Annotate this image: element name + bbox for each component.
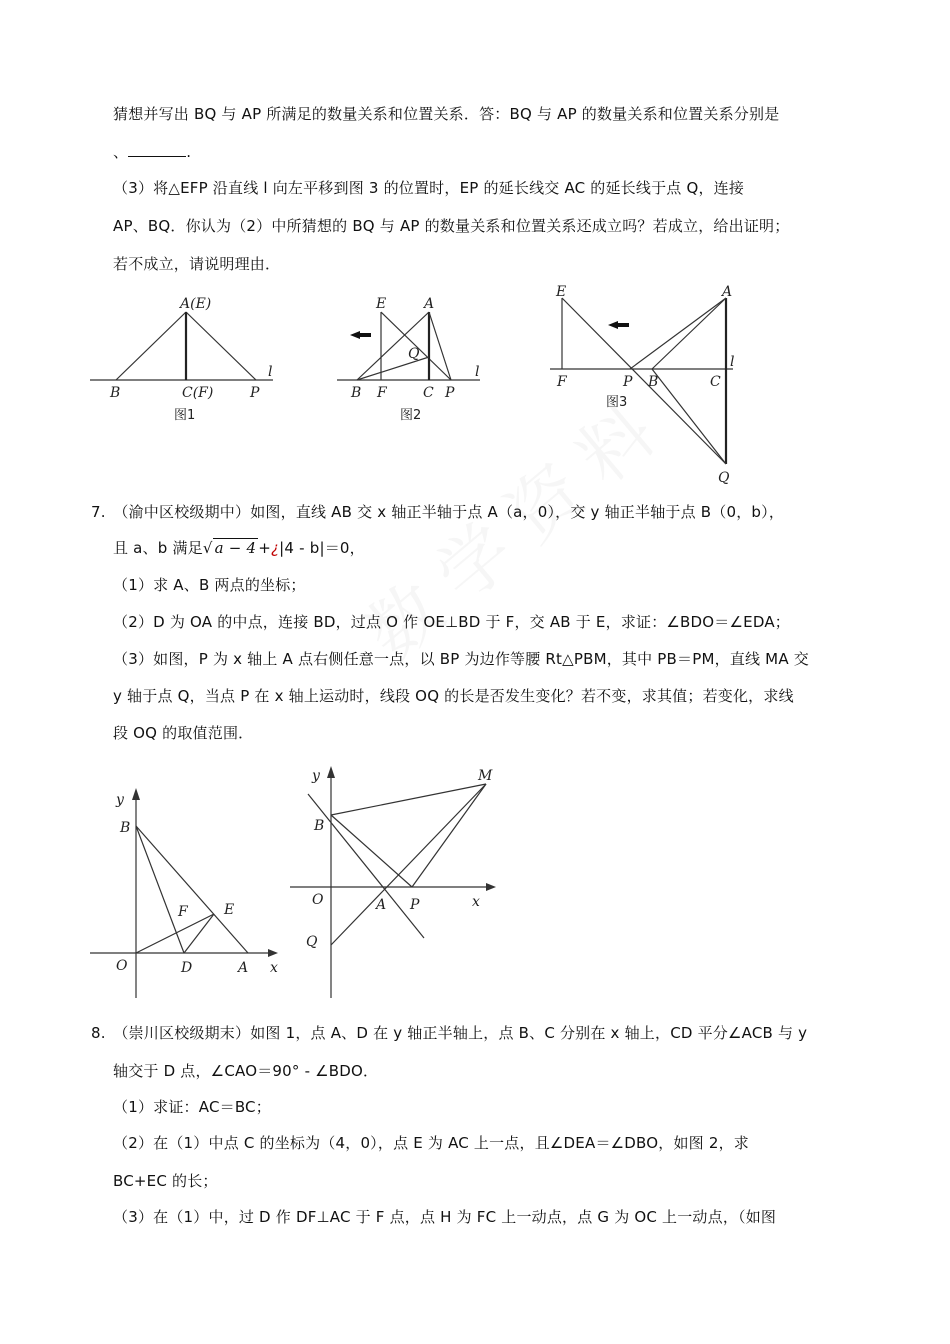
plus-sign: + [258, 539, 271, 557]
q7L-label-B: B [120, 820, 131, 836]
q6-part3-line2: AP、BQ．你认为（2）中所猜想的 BQ 与 AP 的数量关系和位置关系还成立吗？若成立，给出证明； [113, 217, 790, 235]
q8-part2-line1: （2）在（1）中点 C 的坐标为（4，0），点 E 为 AC 上一点，且∠DEA＝∠DBO，如图 2，求 [113, 1134, 749, 1152]
q7R-label-B: B [314, 818, 325, 834]
q8-part1: （1）求证：AC＝BC； [113, 1098, 271, 1116]
q8-line2: 轴交于 D 点，∠CAO＝90° - ∠BDO． [113, 1062, 379, 1080]
q8-part2-line2: BC+EC 的长； [113, 1172, 218, 1190]
q7R-label-x: x [472, 894, 480, 910]
fig3-caption: 图3 [606, 395, 628, 410]
fig3-label-A: A [722, 284, 733, 300]
fig1-label-l: l [268, 364, 273, 380]
q8-part3-line1: （3）在（1）中，过 D 作 DF⊥AC 于 F 点，点 H 为 FC 上一动点，点 G 为 OC 上一动点，（如图 [113, 1208, 777, 1226]
fig3-label-Q: Q [718, 470, 730, 486]
fig2-label-l: l [475, 364, 480, 380]
fig2-label-E: E [376, 296, 387, 312]
fig1-label-P: P [250, 385, 260, 401]
q7R-label-P: P [410, 897, 420, 913]
odd-char: ¿ [271, 539, 280, 557]
q7R-label-O: O [312, 892, 324, 908]
q7L-label-A: A [238, 960, 249, 976]
fig2-caption: 图2 [400, 408, 422, 423]
sqrt-expression [203, 538, 258, 558]
q6-part3-line3: 若不成立，请说明理由． [113, 255, 281, 273]
q7-figure-right [288, 760, 508, 1002]
q6-figure-3 [548, 282, 748, 487]
fig3-label-l: l [730, 354, 735, 370]
q7-part2: （2）D 为 OA 的中点，连接 BD，过点 O 作 OE⊥BD 于 F，交 AB 于 E，求证：∠BDO＝∠EDA； [113, 613, 790, 631]
q7-part3-line1: （3）如图，P 为 x 轴上 A 点右侧任意一点，以 BP 为边作等腰 Rt△PBM，其中 PB＝PM，直线 MA 交 [113, 650, 809, 668]
fig2-label-A: A [424, 296, 435, 312]
q7-part1: （1）求 A、B 两点的坐标； [113, 576, 306, 594]
fig2-label-C: C [423, 385, 434, 401]
q6-line1: 猜想并写出 BQ 与 AP 所满足的数量关系和位置关系．答：BQ 与 AP 的数量关系和位置关系分别是 [113, 105, 780, 123]
sqrt-icon: √ [202, 539, 213, 557]
fig1-label-C: C(F) [182, 385, 214, 401]
fig1-label-A: A(E) [180, 296, 212, 312]
q7L-label-F: F [178, 904, 188, 920]
fig3-label-F: F [557, 374, 567, 390]
q7R-label-A: A [376, 897, 387, 913]
q7L-label-O: O [116, 958, 128, 974]
fig3-label-P: P [623, 374, 633, 390]
q7-line2 [113, 538, 365, 558]
q6-figure-1 [88, 292, 288, 427]
fig3-label-E: E [556, 284, 567, 300]
q8-line1: 8. （崇川区校级期末）如图 1，点 A、D 在 y 轴正半轴上，点 B、C 分别在 x 轴上，CD 平分∠ACB 与 y [91, 1024, 808, 1042]
fig2-label-B: B [351, 385, 362, 401]
fig2-label-F: F [377, 385, 387, 401]
fig2-label-P: P [445, 385, 455, 401]
fig1-label-B: B [110, 385, 121, 401]
fig3-label-B: B [648, 374, 659, 390]
fig1-caption: 图1 [174, 408, 196, 423]
sqrt-radicand: a − 4 [214, 539, 257, 557]
q7-figure-left [88, 778, 298, 1003]
q7L-label-E: E [224, 902, 235, 918]
q6-figure-2 [335, 292, 495, 427]
q7-line2-prefix: 且 a、b 满足 [113, 539, 203, 557]
q6-line2-prefix: 、 [113, 143, 129, 161]
answer-blank[interactable] [128, 142, 186, 157]
q7L-label-y: y [116, 792, 124, 808]
q7R-label-M: M [478, 768, 493, 784]
q7-line1: 7. （渝中区校级期中）如图，直线 AB 交 x 轴正半轴于点 A（a，0），交 y 轴正半轴于点 B（0，b）， [91, 503, 785, 521]
q7L-label-x: x [270, 960, 278, 976]
q7R-label-y: y [312, 768, 320, 784]
q7-part3-line2: y 轴于点 Q，当点 P 在 x 轴上运动时，线段 OQ 的长是否发生变化？若不变，求其值；若变化，求线 [113, 687, 794, 705]
fig3-label-C: C [710, 374, 721, 390]
q6-part3-line1: （3）将△EFP 沿直线 l 向左平移到图 3 的位置时，EP 的延长线交 AC 的延长线于点 Q，连接 [113, 179, 745, 197]
q7R-label-Q: Q [306, 934, 318, 950]
q7-line2-suffix: |4 - b|＝0， [279, 539, 365, 557]
fig2-label-Q: Q [408, 346, 420, 362]
q7L-label-D: D [181, 960, 193, 976]
q6-line2-suffix: . [186, 143, 192, 161]
q7-part3-line3: 段 OQ 的取值范围． [113, 724, 254, 742]
q6-line2 [113, 142, 191, 162]
